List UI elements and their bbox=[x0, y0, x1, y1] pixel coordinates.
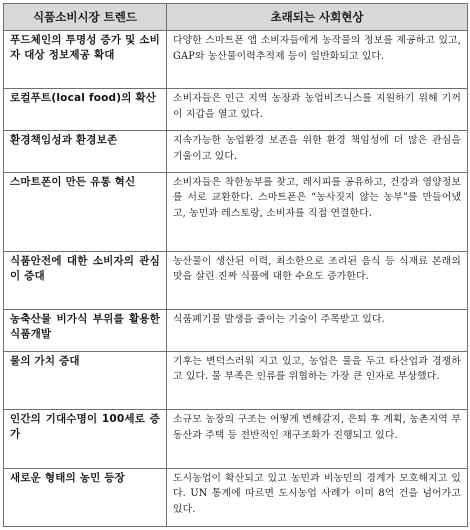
phenomenon-cell: 식품폐기물 발생을 줄이는 기술이 주목받고 있다. bbox=[167, 310, 468, 352]
table-row bbox=[4, 310, 468, 352]
phenomenon-cell: 소규모 농장의 구조는 어떻게 변해갈지, 은퇴 후 계획, 농촌지역 부동산과 주택 등 전반적인 재구조화가 진행되고 있다. bbox=[167, 410, 468, 468]
trend-cell: 푸드체인의 투명성 증가 및 소비자 대상 정보제공 확대 bbox=[4, 31, 167, 89]
table-row bbox=[4, 468, 468, 526]
table-row bbox=[4, 251, 468, 309]
trend-cell: 인간의 기대수명이 100세로 증가 bbox=[4, 410, 167, 468]
trends-table bbox=[3, 3, 468, 527]
phenomenon-cell: 다양한 스마트폰 앱 소비자들에게 농작물의 정보를 제공하고 있고, GAP와 농산물이력추적제 등이 일반화되고 있다. bbox=[167, 31, 468, 89]
phenomenon-cell: 지속가능한 농업환경 보존을 위한 환경 책임성에 더 많은 관심을 기울이고 있다. bbox=[167, 131, 468, 173]
trend-cell: 환경책임성과 환경보존 bbox=[4, 131, 167, 173]
trend-cell: 로컬푸트(local food)의 확산 bbox=[4, 89, 167, 131]
trend-cell: 농축산물 비가식 부위를 활용한 식품개발 bbox=[4, 310, 167, 352]
phenomenon-cell: 소비자들은 인근 지역 농장과 농업비즈니스를 지원하기 위해 기꺼이 지갑을 열고 있다. bbox=[167, 89, 468, 131]
phenomenon-cell: 소비자들은 착한농부를 찾고, 레시피를 공유하고, 건강과 영양정보를 서로 교환한다. 스마트폰은 “농사짓지 않는 농부”를 만들어냈고, 농민과 레스토랑, 소비자를 직접 연결한다. bbox=[167, 172, 468, 251]
trend-cell: 새로운 형태의 농민 등장 bbox=[4, 468, 167, 526]
trend-cell: 식품안전에 대한 소비자의 관심이 증대 bbox=[4, 251, 167, 309]
phenomenon-cell: 기후는 변덕스러워 지고 있고, 농업은 물을 두고 타산업과 경쟁하고 있다. 물 부족은 인류를 위협하는 가장 큰 인자로 부상했다. bbox=[167, 351, 468, 409]
table-header-row bbox=[4, 4, 468, 31]
table-row bbox=[4, 410, 468, 468]
phenomenon-cell: 농산물이 생산된 이력, 최소한으로 조리된 음식 등 식재료 본래의 맛을 살린 진짜 식품에 대한 수요도 증가한다. bbox=[167, 251, 468, 309]
table-row bbox=[4, 89, 468, 131]
header-trend: 식품소비시장 트렌드 bbox=[4, 4, 167, 31]
document-page bbox=[3, 3, 467, 527]
table-row bbox=[4, 131, 468, 173]
table-row bbox=[4, 351, 468, 409]
table-row bbox=[4, 172, 468, 251]
phenomenon-cell: 도시농업이 확산되고 있고 농민과 비농민의 경계가 모호해지고 있다. UN 통계에 따르면 도시농업 사례가 이미 8억 건을 넘어가고 있다. bbox=[167, 468, 468, 526]
table-row bbox=[4, 31, 468, 89]
trend-cell: 물의 가치 증대 bbox=[4, 351, 167, 409]
trend-cell: 스마트폰이 만든 유통 혁신 bbox=[4, 172, 167, 251]
header-social-phenomenon: 초래되는 사회현상 bbox=[167, 4, 468, 31]
